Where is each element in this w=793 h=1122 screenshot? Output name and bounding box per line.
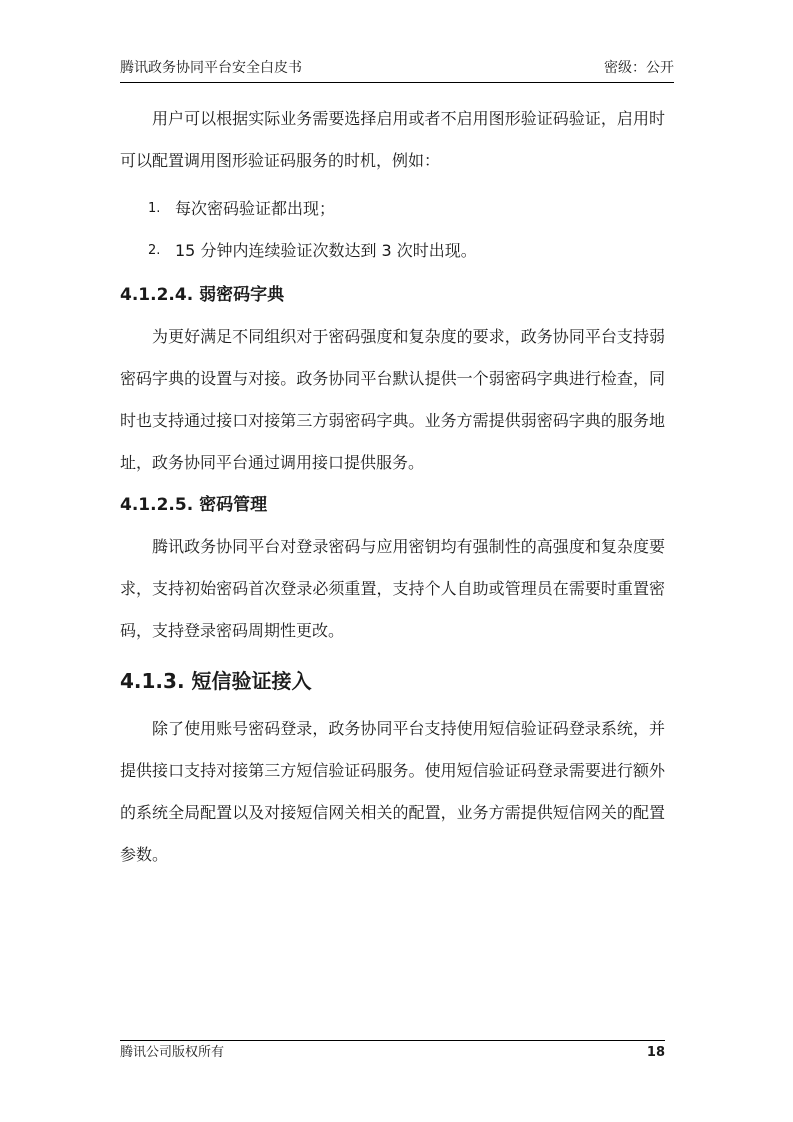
classification-label: 密级：公开 (604, 60, 674, 76)
page-number: 18 (646, 1045, 665, 1060)
section-heading-weak-password-dictionary: 4.1.2.4. 弱密码字典 (120, 285, 285, 305)
page-header (120, 54, 674, 83)
document-title: 腾讯政务协同平台安全白皮书 (120, 60, 302, 76)
list-item-number: 1. (148, 201, 161, 216)
page-content (120, 98, 665, 876)
password-management-paragraph: 腾讯政务协同平台对登录密码与应用密钥均有强制性的高强度和复杂度要求，支持初始密码首次登录必须重置，支持个人自助或管理员在需要时重置密码，支持登录密码周期性更改。 (120, 537, 665, 640)
intro-paragraph: 用户可以根据实际业务需要选择启用或者不启用图形验证码验证，启用时可以配置调用图形验证码服务的时机，例如： (120, 109, 665, 170)
list-item-number: 2. (148, 243, 161, 258)
sms-verification-paragraph: 除了使用账号密码登录，政务协同平台支持使用短信验证码登录系统，并提供接口支持对接第三方短信验证码服务。使用短信验证码登录需要进行额外的系统全局配置以及对接短信网关相关的配置，业务方需提供短信网关的配置参数。 (120, 719, 665, 864)
weak-password-paragraph: 为更好满足不同组织对于密码强度和复杂度的要求，政务协同平台支持弱密码字典的设置与对接。政务协同平台默认提供一个弱密码字典进行检查，同时也支持通过接口对接第三方弱密码字典。业务方需提供弱密码字典的服务地址，政务协同平台通过调用接口提供服务。 (120, 327, 665, 472)
numbered-list (120, 196, 665, 264)
list-item-text: 每次密码验证都出现； (175, 199, 336, 218)
page-footer (120, 1040, 665, 1061)
list-item (120, 196, 665, 222)
list-item (120, 238, 665, 264)
section-heading-sms-verification: 4.1.3. 短信验证接入 (120, 669, 312, 693)
list-item-text: 15 分钟内连续验证次数达到 3 次时出现。 (175, 241, 477, 260)
copyright-label: 腾讯公司版权所有 (120, 1045, 225, 1060)
section-heading-password-management: 4.1.2.5. 密码管理 (120, 495, 268, 515)
